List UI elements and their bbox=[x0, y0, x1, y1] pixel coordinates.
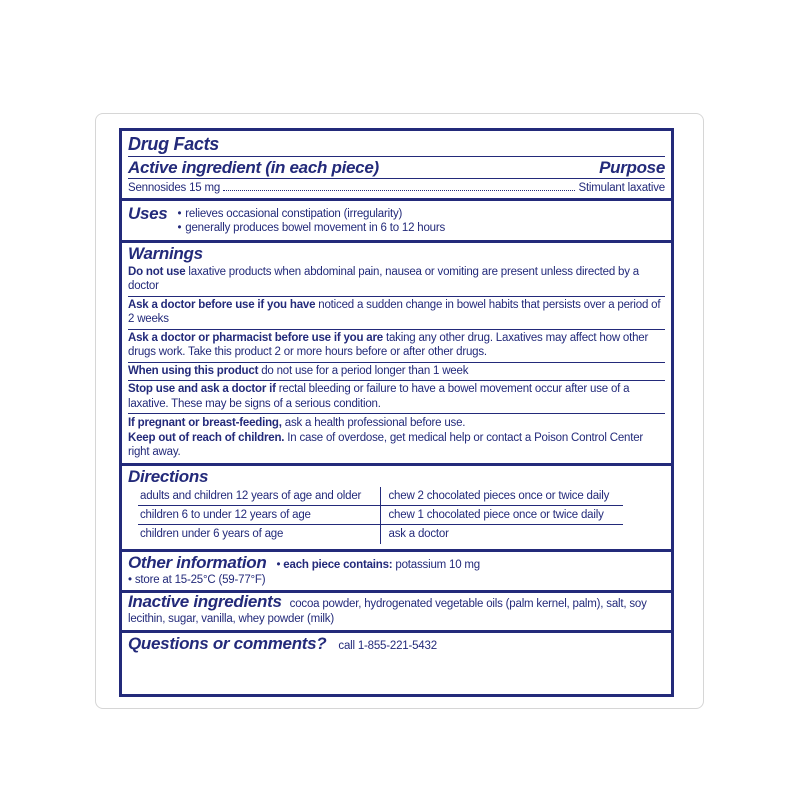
active-ingredient-header: Active ingredient (in each piece) bbox=[128, 158, 379, 177]
inactive-ingredients-header: Inactive ingredients bbox=[128, 592, 282, 611]
questions-section bbox=[122, 633, 671, 655]
table-cell-dose: chew 1 chocolated piece once or twice daily bbox=[388, 509, 604, 521]
warning-item: Keep out of reach of children. In case of overdose, get medical help or contact a Poison Control Center right away. bbox=[128, 431, 644, 458]
active-ingredient-value: Sennosides 15 mg bbox=[128, 182, 221, 194]
questions-header: Questions or comments? bbox=[128, 634, 327, 653]
bullet-icon: • bbox=[177, 222, 182, 234]
purpose-value: Stimulant laxative bbox=[578, 182, 665, 194]
other-store: • store at 15-25°C (59-77°F) bbox=[128, 573, 266, 586]
warning-item: If pregnant or breast-feeding, ask a health professional before use. bbox=[128, 417, 466, 429]
directions-header: Directions bbox=[128, 466, 209, 486]
uses-section bbox=[122, 201, 671, 243]
drug-facts-panel bbox=[119, 128, 674, 697]
purpose-header: Purpose bbox=[599, 158, 665, 177]
warning-item: Ask a doctor or pharmacist before use if you are taking any other drug. Laxatives may affect how other drugs work. Take this product 2 or more hours before or after other drugs. bbox=[128, 330, 665, 363]
inactive-ingredients-text: cocoa powder, hydrogenated vegetable oils (palm kernel, palm), salt, soy lecithin, sugar, vanilla, whey powder (milk) bbox=[128, 598, 647, 625]
other-contains: • each piece contains: potassium 10 mg bbox=[276, 558, 480, 571]
uses-header: Uses bbox=[128, 203, 168, 223]
questions-phone: call 1-855-221-5432 bbox=[338, 640, 437, 652]
table-row bbox=[138, 506, 623, 525]
active-ingredient-row bbox=[128, 178, 665, 196]
warning-item: When using this product do not use for a period longer than 1 week bbox=[128, 363, 665, 382]
warnings-section bbox=[122, 243, 671, 466]
table-cell-dose: chew 2 chocolated pieces once or twice daily bbox=[388, 489, 610, 502]
warning-item: Ask a doctor before use if you have noticed a sudden change in bowel habits that persists over a period of 2 weeks bbox=[128, 297, 665, 330]
other-information-section bbox=[122, 552, 671, 594]
warning-item: Do not use laxative products when abdominal pain, nausea or vomiting are present unless directed by a doctor bbox=[128, 264, 665, 297]
other-information-header: Other information bbox=[128, 552, 267, 572]
table-cell-age: children 6 to under 12 years of age bbox=[138, 506, 380, 525]
table-row bbox=[138, 525, 623, 544]
active-header-row bbox=[128, 158, 665, 178]
directions-section bbox=[122, 466, 671, 552]
leader-dots bbox=[223, 190, 575, 191]
directions-table bbox=[138, 487, 623, 544]
uses-item: • relieves occasional constipation (irregularity) bbox=[177, 207, 403, 220]
active-ingredient-section bbox=[122, 131, 671, 201]
inactive-ingredients-section bbox=[122, 593, 671, 633]
table-row bbox=[138, 487, 623, 506]
table-cell-age: adults and children 12 years of age and older bbox=[138, 487, 380, 506]
warning-item: Stop use and ask a doctor if rectal bleeding or failure to have a bowel movement occur after use of a laxative. These may be signs of a serious condition. bbox=[128, 381, 665, 414]
drug-facts-title: Drug Facts bbox=[128, 134, 665, 157]
bullet-icon: • bbox=[276, 558, 281, 571]
warnings-header: Warnings bbox=[128, 243, 203, 263]
table-cell-dose: ask a doctor bbox=[388, 528, 449, 541]
bullet-icon: • bbox=[128, 573, 132, 586]
bullet-icon: • bbox=[177, 207, 182, 220]
uses-item: • generally produces bowel movement in 6 to 12 hours bbox=[177, 222, 446, 234]
table-cell-age: children under 6 years of age bbox=[138, 525, 380, 544]
